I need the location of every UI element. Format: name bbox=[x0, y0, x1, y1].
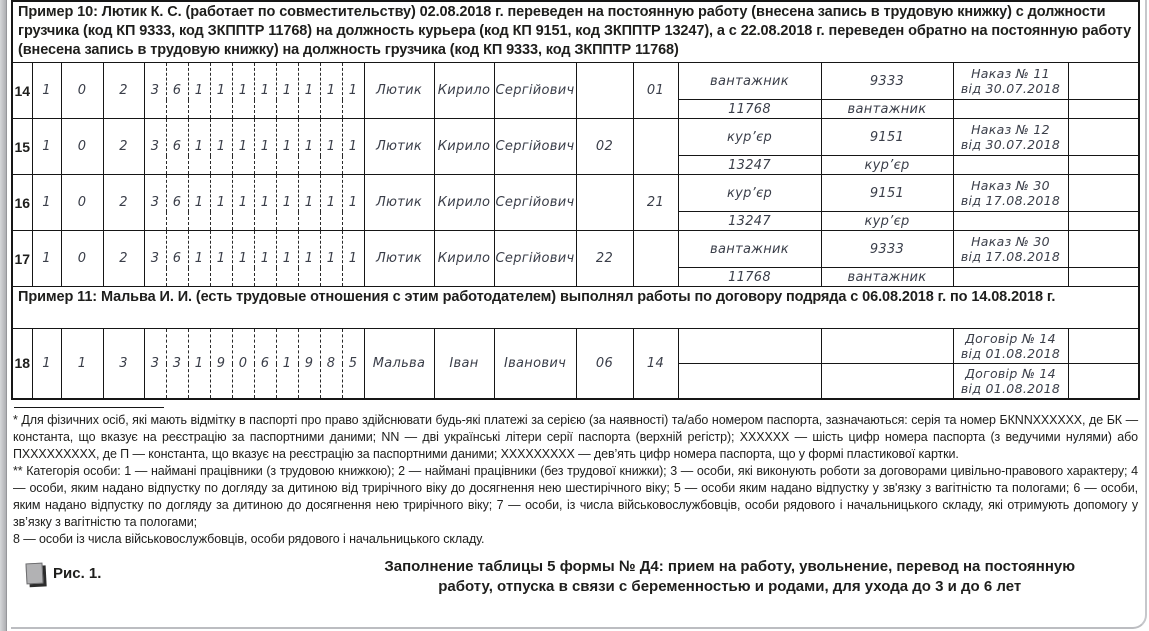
contract-number: Договір № 14 bbox=[965, 331, 1056, 346]
tax-id-digit: 1 bbox=[342, 175, 364, 231]
tax-id-digit: 3 bbox=[144, 231, 166, 287]
hire-day-cell bbox=[576, 63, 633, 119]
order-number: Наказ № 30 bbox=[971, 234, 1050, 249]
order-cell bbox=[953, 119, 1068, 156]
tax-id-digit: 1 bbox=[298, 231, 320, 287]
tax-id-digit: 1 bbox=[342, 119, 364, 175]
category-cell: 2 bbox=[103, 63, 144, 119]
extra-cell bbox=[1068, 175, 1139, 212]
tax-id-digit: 8 bbox=[320, 329, 342, 399]
tax-id-digit: 6 bbox=[166, 175, 188, 231]
tax-id-digit: 1 bbox=[210, 63, 232, 119]
job-title-cell bbox=[821, 364, 953, 399]
category-cell: 0 bbox=[61, 175, 103, 231]
row-number: 15 bbox=[12, 119, 32, 175]
page-edge-strip bbox=[0, 0, 7, 631]
job-title-cell: вантажник bbox=[678, 63, 821, 100]
order-date: від 30.07.2018 bbox=[960, 137, 1061, 152]
firstname-cell: Кирило bbox=[434, 175, 494, 231]
tax-id-digit: 1 bbox=[254, 175, 276, 231]
patronymic-cell: Сергійович bbox=[494, 63, 576, 119]
zkpptr-code-cell: 11768 bbox=[678, 268, 821, 287]
dismiss-day-cell: 14 bbox=[633, 329, 678, 399]
tax-id-digit: 1 bbox=[232, 231, 254, 287]
category-cell: 2 bbox=[103, 231, 144, 287]
category-cell: 0 bbox=[61, 119, 103, 175]
tax-id-digit: 1 bbox=[254, 119, 276, 175]
tax-id-digit: 1 bbox=[276, 63, 298, 119]
table-row bbox=[12, 63, 1139, 100]
extra-cell bbox=[1068, 329, 1139, 364]
tax-id-digit: 6 bbox=[254, 329, 276, 399]
footnote-double-star: ** Категорія особи: 1 — наймані працівники (з трудовою книжкою); 2 — наймані працівники (без трудової книжки); 3 — особи, які виконують роботи за договорами цивільно-правового характеру; 4 — особи, яким надано відпустку по догляду за дитиною від трирічного віку до досягнення нею шестирічного віку; 5 — особи яким надано відпустку у зв'язку з вагітністю та пологами; 6 — особи, яким надано відпустку по догляду за дитиною до досягнення нею трирічного віку; 7 — особи, із числа військовослужбовців, особи рядового і начальницького складу, які отримують допомогу у зв’язку з вагітністю та пологами; bbox=[13, 463, 1138, 529]
surname-cell: Мальва bbox=[364, 329, 434, 399]
order-date: від 30.07.2018 bbox=[960, 81, 1061, 96]
kp-code-cell: 9333 bbox=[821, 231, 953, 268]
footnote-divider bbox=[14, 407, 164, 408]
tax-id-digit: 1 bbox=[188, 119, 210, 175]
tax-id-digit: 1 bbox=[298, 119, 320, 175]
category-cell: 2 bbox=[103, 119, 144, 175]
surname-cell: Лютик bbox=[364, 231, 434, 287]
document-sheet bbox=[11, 0, 1147, 629]
tax-id-digit: 9 bbox=[210, 329, 232, 399]
tax-id-digit: 1 bbox=[210, 119, 232, 175]
tax-id-digit: 1 bbox=[232, 119, 254, 175]
tax-id-digit: 3 bbox=[144, 119, 166, 175]
category-cell: 1 bbox=[32, 119, 61, 175]
order-cell bbox=[953, 63, 1068, 100]
patronymic-cell: Сергійович bbox=[494, 231, 576, 287]
tax-id-digit: 1 bbox=[254, 231, 276, 287]
job-title-cell: кур’єр bbox=[821, 212, 953, 231]
extra-cell bbox=[1068, 268, 1139, 287]
figure-label: Рис. 1. bbox=[53, 564, 102, 582]
firstname-cell: Іван bbox=[434, 329, 494, 399]
hire-day-cell: 02 bbox=[576, 119, 633, 175]
tax-id-digit: 6 bbox=[166, 63, 188, 119]
order-cell bbox=[953, 212, 1068, 231]
tax-id-digit: 1 bbox=[320, 231, 342, 287]
extra-cell bbox=[1068, 100, 1139, 119]
tax-id-digit: 1 bbox=[232, 175, 254, 231]
tax-id-digit: 5 bbox=[342, 329, 364, 399]
tax-id-digit: 1 bbox=[320, 119, 342, 175]
job-title-cell: вантажник bbox=[821, 268, 953, 287]
job-title-cell: кур’єр bbox=[821, 156, 953, 175]
order-date: від 17.08.2018 bbox=[960, 249, 1061, 264]
table-row bbox=[12, 231, 1139, 268]
order-number: Наказ № 11 bbox=[971, 66, 1050, 81]
firstname-cell: Кирило bbox=[434, 119, 494, 175]
extra-cell bbox=[1068, 231, 1139, 268]
tax-id-digit: 9 bbox=[298, 329, 320, 399]
table-row bbox=[12, 329, 1139, 364]
job-title-cell: кур’єр bbox=[678, 175, 821, 212]
tax-id-digit: 1 bbox=[210, 175, 232, 231]
firstname-cell: Кирило bbox=[434, 63, 494, 119]
extra-cell bbox=[1068, 119, 1139, 156]
order-cell bbox=[953, 156, 1068, 175]
tax-id-digit: 1 bbox=[188, 63, 210, 119]
tax-id-digit: 1 bbox=[298, 175, 320, 231]
tax-id-digit: 6 bbox=[166, 231, 188, 287]
patronymic-cell: Сергійович bbox=[494, 119, 576, 175]
contract-number: Договір № 14 bbox=[965, 365, 1056, 381]
hire-day-cell: 22 bbox=[576, 231, 633, 287]
hire-day-cell: 06 bbox=[576, 329, 633, 399]
order-cell bbox=[953, 268, 1068, 287]
order-cell bbox=[953, 100, 1068, 119]
job-title-cell bbox=[678, 329, 821, 364]
tax-id-digit: 1 bbox=[254, 63, 276, 119]
category-cell: 0 bbox=[61, 231, 103, 287]
contract-cell bbox=[953, 329, 1068, 364]
tax-id-digit: 1 bbox=[276, 119, 298, 175]
category-cell: 3 bbox=[103, 329, 144, 399]
zkpptr-code-cell bbox=[678, 364, 821, 399]
order-number: Наказ № 30 bbox=[971, 178, 1050, 193]
category-cell: 1 bbox=[32, 231, 61, 287]
kp-code-cell bbox=[821, 329, 953, 364]
dismiss-day-cell bbox=[633, 231, 678, 287]
footnote-double-star-continued: 8 — особи із числа військовослужбовців, особи рядового і начальницького складу. bbox=[13, 531, 485, 546]
tax-id-digit: 1 bbox=[342, 63, 364, 119]
row-number: 16 bbox=[12, 175, 32, 231]
table-row bbox=[12, 119, 1139, 156]
tax-id-digit: 1 bbox=[320, 63, 342, 119]
tax-id-digit: 1 bbox=[188, 329, 210, 399]
tax-id-digit: 1 bbox=[276, 329, 298, 399]
dismiss-day-cell bbox=[633, 119, 678, 175]
tax-id-digit: 1 bbox=[188, 175, 210, 231]
category-cell: 1 bbox=[61, 329, 103, 399]
figure-badge bbox=[13, 563, 101, 584]
patronymic-cell: Іванович bbox=[494, 329, 576, 399]
tax-id-digit: 3 bbox=[144, 329, 166, 399]
row-number: 17 bbox=[12, 231, 32, 287]
tax-id-digit: 1 bbox=[188, 231, 210, 287]
extra-cell bbox=[1068, 364, 1139, 399]
table-row bbox=[12, 175, 1139, 212]
tax-id-digit: 6 bbox=[166, 119, 188, 175]
figure-icon bbox=[25, 562, 43, 584]
tax-id-digit: 3 bbox=[144, 63, 166, 119]
zkpptr-code-cell: 11768 bbox=[678, 100, 821, 119]
job-title-cell: вантажник bbox=[678, 231, 821, 268]
job-title-cell: вантажник bbox=[821, 100, 953, 119]
zkpptr-code-cell: 13247 bbox=[678, 212, 821, 231]
tax-id-digit: 1 bbox=[276, 231, 298, 287]
example-10-header-row bbox=[12, 1, 1139, 63]
tax-id-digit: 1 bbox=[210, 231, 232, 287]
example-10-text: Пример 10: Лютик К. С. (работает по совместительству) 02.08.2018 г. переведен на постоянную работу (внесена запись в трудовую книжку) с должности грузчика (код КП 9333, код ЗКППТР 11768) на должность курьера (код КП 9151, код ЗКППТР 13247), а с 22.08.2018 г. переведен обратно на постоянную работу (внесена запись в трудовую книжку) на должность грузчика (код КП 9333, код ЗКППТР 11768) bbox=[12, 1, 1139, 63]
surname-cell: Лютик bbox=[364, 119, 434, 175]
surname-cell: Лютик bbox=[364, 63, 434, 119]
order-cell bbox=[953, 175, 1068, 212]
patronymic-cell: Сергійович bbox=[494, 175, 576, 231]
firstname-cell: Кирило bbox=[434, 231, 494, 287]
form-d4-table bbox=[11, 0, 1140, 400]
contract-date: від 01.08.2018 bbox=[960, 346, 1061, 361]
category-cell: 1 bbox=[32, 175, 61, 231]
figure-caption bbox=[13, 557, 1138, 597]
footnote-star: * Для фізичних осіб, які мають відмітку в паспорті про право здійснювати будь-які платежі за серією (за наявності) та/або номером паспорта, зазначаються: серія та номер БКNNХХХХХХ, де БК — константа, що вказує на реєстрацію за паспортними даними; NN — дві українські літери серії паспорта (верхній регістр); ХХХХХХ — шість цифр номера паспорта (з ведучими нулями) або ПХХХХХХХХХ, де П — константа, що вказує на реєстрацію за паспортними даними; ХХХХХХХХХ — дев’ять цифр номера паспорта, що у формі пластикової картки. bbox=[13, 412, 1138, 461]
tax-id-digit: 1 bbox=[320, 175, 342, 231]
kp-code-cell: 9333 bbox=[821, 63, 953, 100]
tax-id-digit: 1 bbox=[298, 63, 320, 119]
category-cell: 1 bbox=[32, 329, 61, 399]
example-11-header-row bbox=[12, 287, 1139, 329]
job-title-cell: кур’єр bbox=[678, 119, 821, 156]
footer-area bbox=[11, 407, 1140, 597]
zkpptr-code-cell: 13247 bbox=[678, 156, 821, 175]
contract-date: від 01.08.2018 bbox=[960, 380, 1061, 396]
hire-day-cell bbox=[576, 175, 633, 231]
dismiss-day-cell: 21 bbox=[633, 175, 678, 231]
extra-cell bbox=[1068, 63, 1139, 100]
surname-cell: Лютик bbox=[364, 175, 434, 231]
figure-caption-text: Заполнение таблицы 5 формы № Д4: прием на работу, увольнение, перевод на постоянную работу, отпуска в связи с беременностью и родами, для ухода до 3 и до 6 лет bbox=[384, 557, 1076, 595]
dismiss-day-cell: 01 bbox=[633, 63, 678, 119]
row-number: 14 bbox=[12, 63, 32, 119]
order-date: від 17.08.2018 bbox=[960, 193, 1061, 208]
tax-id-digit: 1 bbox=[232, 63, 254, 119]
category-cell: 0 bbox=[61, 63, 103, 119]
kp-code-cell: 9151 bbox=[821, 175, 953, 212]
extra-cell bbox=[1068, 212, 1139, 231]
category-cell: 1 bbox=[32, 63, 61, 119]
tax-id-digit: 1 bbox=[276, 175, 298, 231]
extra-cell bbox=[1068, 156, 1139, 175]
kp-code-cell: 9151 bbox=[821, 119, 953, 156]
contract-cell bbox=[953, 364, 1068, 399]
tax-id-digit: 3 bbox=[166, 329, 188, 399]
order-number: Наказ № 12 bbox=[971, 122, 1050, 137]
tax-id-digit: 1 bbox=[342, 231, 364, 287]
category-cell: 2 bbox=[103, 175, 144, 231]
order-cell bbox=[953, 231, 1068, 268]
tax-id-digit: 0 bbox=[232, 329, 254, 399]
row-number: 18 bbox=[12, 329, 32, 399]
example-11-text: Пример 11: Мальва И. И. (есть трудовые отношения с этим работодателем) выполнял работы по договору подряда с 06.08.2018 г. по 14.08.2018 г. bbox=[12, 287, 1139, 329]
tax-id-digit: 3 bbox=[144, 175, 166, 231]
